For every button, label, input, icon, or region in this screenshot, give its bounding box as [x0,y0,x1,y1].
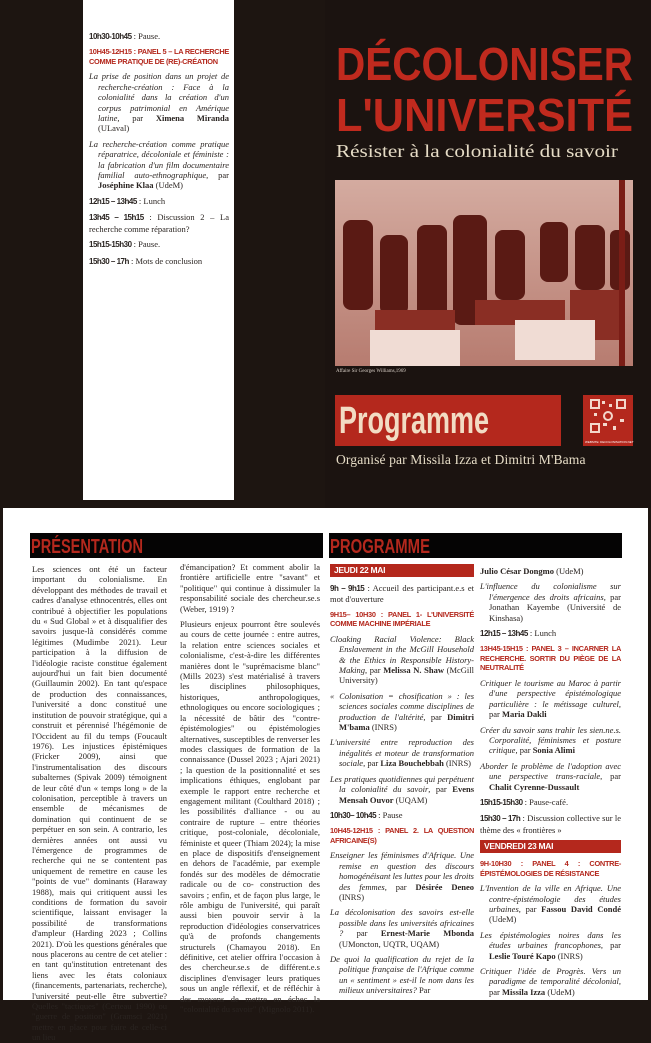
organizers-line: Organisé par Missila Izza et Dimitri M'Bama [336,452,586,467]
slot-time: 10h30– 10h45 [330,810,377,820]
talk-entry [330,850,474,902]
qr-label: WEBSITE: DECOLONISATION.NET [585,440,634,444]
slot-description: : Accueil des participant.e.s et mot d'ouverture [330,583,474,605]
poster-title-line-1 [336,38,634,89]
slot-description: : Mots de conclusion [128,255,203,266]
speaker-affiliation: (INRS) [555,950,583,961]
speaker-name: Désirée Deneo [415,881,474,892]
speaker-affiliation: (ULaval) [98,123,130,134]
programme-column-2 [480,566,621,1002]
speaker-affiliation: (INRS) [443,758,471,769]
qr-code-icon [583,395,633,437]
presentation-paragraph: d'émancipation? Et comment abolir la frontière artificielle entre "savant" et "politique" qui continue à dissimuler la responsabilité sociale des chercheur.se.s (Weber, 1919) ? [180,562,320,614]
speaker-name: Julio César Dongmo [480,566,554,576]
programme-header [329,533,622,558]
speaker-name: Joséphine Klaa [98,180,154,191]
panel-heading: 13H45-15H15 : PANEL 3 – INCARNER LA RECHERCHE. SORTIR DU PIÈGE DE LA NEUTRALITÉ [480,644,621,673]
photo-caption: Affaire Sir Georges Williams,1969 [336,369,406,374]
speaker-name: Dimitri M'bama [339,711,474,733]
talk-by: Par [416,985,431,996]
talk-entry [480,761,621,792]
talk-title: Critiquer le tourisme au Maroc à partir d'une perspective épistémologique particulière : le métissage culturel [480,677,621,709]
talk-entry [330,774,474,805]
slot-time: 10h30-10h45 [89,32,132,41]
slot-description: : Discussion 2 – La recherche comme réparation? [89,212,230,234]
speaker-name: Melissa N. Shaw [383,665,444,676]
talk-title: L'Invention de la ville en Afrique. Une contre-épistémologie des études urbaines [480,883,621,915]
speaker-affiliation: (UdeM) [153,180,184,191]
slot-description: : Pause. [131,31,161,41]
talk-entry [330,634,474,686]
panel-heading: 10H45-12H15 : PANEL 5 – LA RECHERCHE COMME PRATIQUE DE (RE)-CRÉATION [89,47,229,66]
talk-title: La décolonisation des savoirs est-elle possible dans les universités africaines ? [330,907,474,939]
historic-photo [335,180,633,366]
slot-time: 12h15 – 13h45 [89,196,137,206]
talk-title: Cloaking Racial Violence: Black Enslavement in the McGill Household & the Ethics in Responsible History-Making [330,633,474,676]
speaker-name: Evens Mensah Ouvor [339,784,475,805]
title-line-2: L'UNIVERSITÉ [336,89,633,141]
programme-heading: PROGRAMME [330,536,430,558]
speaker-name: Maria Dakli [501,709,547,720]
subtitle-text: Résister à la colonialité du savoir [336,141,618,161]
presentation-heading: PRÉSENTATION [31,536,185,558]
speaker-name: Fassou David Condé [541,904,621,915]
schedule-slot [89,31,229,42]
programme-column-1 [330,564,474,1001]
slot-description: : Lunch [136,195,166,206]
talk-title: De quoi la qualification du rejet de la politique française de l'Afrique comme un « sentiment » est-il le nom dans les milieux universitaires? [330,953,474,996]
slot-time: 12h15 – 13h45 [480,629,528,639]
speaker-affiliation: (INRS) [369,722,397,733]
speaker-name: Chalit Cyrenne-Dussault [489,781,580,792]
talk-title: La prise de position dans un projet de recherche-création : Face à la colonialité dans la création d'un corpus patrimonial en Amérique latine [89,71,229,124]
programme-banner [335,395,561,446]
talk-title: Critiquer l'idée de Progrès. Vers un paradigme de temporalité décolonial [480,966,621,987]
talk-entry [330,737,474,768]
talk-entry [89,139,229,191]
talk-title: La recherche-création comme pratique réparatrice, décoloniale et féministe : la fabrication d'un film documentaire familial auto-ethnographique [89,138,229,181]
presentation-column-1 [32,564,167,1043]
panel-heading: 9H15– 10H30 : PANEL 1- L'UNIVERSITÉ COMME MACHINE IMPÉRIALE [330,609,474,629]
slot-description: : Discussion collective sur le thème des « frontières » [480,813,621,835]
speaker-affiliation: (UQAM) [393,794,428,805]
talk-title: Les pratiques quotidiennes qui perpétuent la colonialité du savoir [330,773,474,795]
panel-heading: 10H45-12H15 : PANEL 2. LA QUESTION AFRICAINE(S) [330,826,474,845]
talk-entry [480,725,621,756]
talk-by: , par [600,940,621,951]
speaker-affiliation: (UdeM) [489,914,517,925]
presentation-paragraph: Plusieurs enjeux pourront être soulevés au cours de cette journée : entre autres, la relation entre sciences sociales et colonialisme, c'est-à-dire les différentes manières dont le "suprémacisme blanc" (Mills 2023) s'est matérialisé à travers les disciplines philosophiques, historiques, anthropologiques, ethnologiques ou encore sociologiques ; la nécessité de bâtir des "contre-épistémologies" ou épistémologies alternatives, susceptibles de renverser les modes classiques de formation de la connaissance (Dussel 2023 ; Ajari 2021) ; la question de la positionnalité et ses implications éthiques, englobant par exemple le rapport entre recherche et engagement militant (Coulthard 2018) ; les possibilités d'alliance - ou au contraire de rupture – entre théories critique, post-coloniale, décoloniale, féministe et queer (Thiam 2024); la mise en place de dispositifs d'enseignement en dehors de l'académie, par exemple fondés sur des modèles de démocratie radicale ou de co- construction des savoirs ; enfin, et de façon plus large, le rôle ambigu de l'université, qui paraît aussi bien pouvoir servir à la reproduction d'idéologies conservatrices qu'à de profonds changements structurels (Chamayou 2018). En définitive, cet atelier offrira l'occasion à des chercheur.se.s de différent.e.s disciplines d'envisager leurs pratiques sous un angle réflexif, et de réfléchir à des moyens de mettre en échec la "colonialité du savoir" (Mignolo 2011). [180,619,320,1015]
speaker-affiliation: (McGill University) [339,665,474,686]
slot-description: : Lunch [527,628,557,639]
talk-entry [89,71,229,133]
talk-by: , par [428,784,453,795]
slot-description: : Pause [376,809,403,820]
slot-time: 15h15-15h30 [480,798,523,807]
talk-title: L'influence du colonialisme sur l'émergence des droits africains [480,581,621,602]
speaker-affiliation: (INRS) [339,891,365,902]
schedule-slot [480,813,621,835]
talk-by: , par [515,745,533,756]
talk-entry [330,954,474,996]
programme-card-day2 [83,0,234,500]
day-banner: VENDREDI 23 MAI [480,840,621,853]
talk-by: , par [423,711,448,722]
talk-title: « Colonisation = chosification » : les sciences sociales comme disciplines de production de l'altérité [330,690,474,722]
talk-entry [480,678,621,720]
talk-by: , par [489,698,621,720]
schedule-slot [89,196,229,207]
talk-entry [330,907,474,949]
schedule-slot [480,797,621,808]
talk-by: par [343,928,381,939]
slot-time: 9h – 9h15 [330,584,365,593]
schedule-slot [330,583,474,605]
speaker-affiliation: (UMoncton, UQTR, UQAM) [339,938,440,949]
talk-by: , par [384,881,416,892]
talk-by: , par Jonathan Kayembe (Université de Kinshasa) [489,591,621,623]
schedule-slot [330,810,474,821]
slot-time: 13h45 – 15h15 [89,213,144,223]
poster-subtitle [336,141,634,163]
talk-by: , par [600,771,622,782]
speaker-name: Liza Bouchebbah [380,758,444,769]
speaker-name: Ernest-Marie Mbonda [380,928,475,939]
title-line-1: DÉCOLONISER [336,38,633,90]
presentation-column-2 [180,562,320,1019]
slot-description: : Pause-café. [522,797,569,807]
talk-title: Aborder le problème de l'adoption avec une perspective trans-raciale [480,760,621,782]
talk-by: , par [363,758,381,769]
day-banner: JEUDI 22 MAI [330,564,474,577]
slot-description: : Pause. [131,239,161,250]
talk-title: L'université entre reproduction des inégalités et moteur de transformation sociale [330,737,474,769]
schedule-slot [89,239,229,250]
talk-by: , par [489,976,621,997]
speaker-affiliation: (UdeM) [545,986,575,997]
talk-entry [480,930,621,961]
talk-by: , par [518,904,542,915]
talk-entry [480,966,621,997]
poster-title-line-2 [336,89,634,140]
talk-title: Les épistémologies noires dans les études urbaines francophones [480,929,621,951]
speaker-affiliation: (UdeM) [554,566,584,576]
talk-by: , par [206,170,230,181]
slot-time: 15h30 – 17h [480,814,521,824]
speaker-name: Leslie Touré Kapo [489,950,556,961]
talk-title: Créer du savoir sans trahir les sien.ne.s. Corporalité, féminismes et posture critique [480,724,621,756]
qr-code[interactable] [583,395,633,446]
slot-time: 15h15-15h30 [89,240,132,250]
schedule-slot [89,256,229,267]
speaker-name: Missila Izza [501,986,546,997]
panel-heading: 9H-10H30 : PANEL 4 : CONTRE-ÉPISTÉMOLOGIES DE RÉSISTANCE [480,859,621,878]
talk-entry [480,883,621,925]
programme-label: Programme [339,400,489,442]
card-schedule [89,31,229,267]
talk-title: Enseigner les féminismes d'Afrique. Une remise en question des discours homogénéisant les luttes pour les droits des femmes [330,850,474,892]
talk-entry [330,691,474,733]
speaker-name: Ximena Miranda [155,113,229,124]
speaker-name: Sonia Alimi [532,745,575,756]
schedule-slot [480,628,621,639]
schedule-slot [89,212,229,234]
talk-entry [480,566,621,576]
talk-by: , par [364,665,384,676]
talk-by: , par [117,113,156,124]
talk-entry [480,581,621,623]
presentation-header [30,533,323,558]
presentation-paragraph: Les sciences ont été un facteur important du colonialisme. En développant des méthodes de travail et cadres d'analyse ethnocentrés, elles ont contribué à objectifier les populations du « Sud Global » et à disqualifier des savoirs jusque-là considérés comme légitimes (Mudimbe 2021). Leur participation à la diffusion de l'idéologie raciste constitue également aujourd'hui un fait bien documenté (Guillaumin 2002). En tant qu'espace de production des connaissances, l'université a donc constitué une institution de pouvoir stratégique, qui a construit et pérennisé l'hégémonie de l'Occident au fil du temps (Foucault 1976). Les injustices épistémiques (Fricker 2009), ainsi que l'instrumentalisation des discours subalternes (Spivak 2009) témoignent de leur côté d'un « temps long » de la colonisation, perceptible à travers un ensemble de mécanismes de domination qui continuent de se perpétuer en son sein. A contrario, les dernières années ont aussi vu l'émergence de programmes de recherche qui ne se contentent pas uniquement de remettre en cause les "points de vue" dominants (Haraway 1988), mais qui critiquent aussi les conditions de formation du savoir scientifique, laissant envisager la possibilité de transformations d'ampleur (Harding 2023 ; Collins 2021). D'où les questions générales que nous placerons au centre de cet atelier : en tant qu'institution entretenant des liens avec les états coloniaux (financements, partenariats, recherche), l'université peut-elle être subvertie? Quelles "tactiques" (Certeau 1990) ou "guerre de position" (Gramsci 2021) mettre en place pour faire de celle-ci un lieu [32,564,167,1043]
slot-time: 15h30 – 17h [89,256,129,266]
